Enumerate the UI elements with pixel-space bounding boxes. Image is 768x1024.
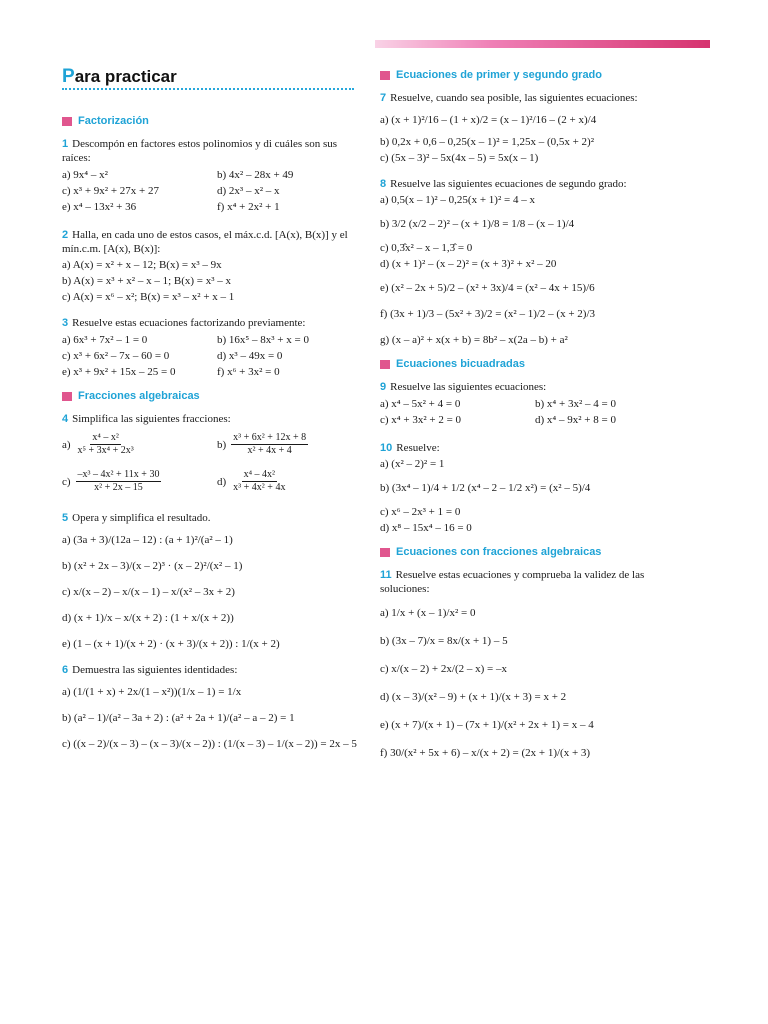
section-header-factorizacion: Factorización: [62, 114, 358, 128]
item-e: e) (1 – (x + 1)/(x + 2) · (x + 3)/(x + 2)) : 1/(x + 2): [62, 638, 280, 650]
item-d: d) $\frac{\text{x⁴ – 4x²}}{\text{x³ + 4x² + 4x}}$: [217, 469, 286, 493]
item-a: a) 1/x + (x – 1)/x² = 0: [380, 607, 476, 619]
fraction: $\frac{\text{–x³ – 4x² + 11x + 30}}{\text{x² + 2x – 15}}$: [77, 469, 160, 493]
fraction: $\frac{\text{x³ + 6x² + 12x + 8}}{\text{x² + 4x + 4}}$: [233, 432, 307, 456]
item-d: d) x⁸ – 15x⁴ – 16 = 0: [380, 522, 472, 534]
item-b: b) (a² – 1)/(a² – 3a + 2) : (a² + 2a + 1)/(a² – a – 2) = 1: [62, 712, 295, 724]
item-c: c) $\frac{\text{–x³ – 4x² + 11x + 30}}{\text{x² + 2x – 15}}$: [62, 469, 160, 493]
item-d: d) (x + 1)² – (x – 2)² = (x + 3)² + x² – 20: [380, 258, 557, 270]
section-header-bicuadradas: Ecuaciones bicuadradas: [380, 357, 680, 371]
item-a: a) (3a + 3)/(12a – 12) : (a + 1)²/(a² – 1): [62, 534, 233, 546]
fraction: $\frac{\text{x⁴ – x²}}{\text{x⁵ + 3x⁴ + 2x³}}$: [77, 432, 134, 456]
item-e: e) (x + 7)/(x + 1) – (7x + 1)/(x² + 2x + 1) = x – 4: [380, 719, 594, 731]
item-a: a) (1/(1 + x) + 2x/(1 – x²))(1/x – 1) = 1/x: [62, 686, 242, 698]
item-b: b) A(x) = x³ + x² – x – 1; B(x) = x³ – x: [62, 275, 232, 287]
item-c: c) x³ + 6x² – 7x – 60 = 0: [62, 350, 170, 362]
section-square-icon: [380, 71, 390, 80]
item-d: d) (x – 3)/(x² – 9) + (x + 1)/(x + 3) = x + 2: [380, 691, 567, 703]
item-c: c) x³ + 9x² + 27x + 27: [62, 185, 160, 197]
exercise-2: 2 Halla, en cada uno de estos casos, el máx.c.d. [A(x), B(x)] y el mín.c.m. [A(x), B(x)]: a) A(x) = x² + x – 12; B(x) = x³ – 9x b) A(x) = x³ + x² – x – 1; B(x) = x³ – x c) A(x) = x⁶ – x²; B(x) = x³ – x² + x – 1: [62, 228, 358, 304]
exercise-10: 10 Resuelve: a) (x² – 2)² = 1 b) (3x⁴ – 1)/4 + 1/2 (x⁴ – 2 – 1/2 x²) = (x² – 5)/4 c) x⁶ – 2x³ + 1 = 0 d) x⁸ – 15x⁴ – 16 = 0: [380, 441, 680, 535]
left-column: [62, 104, 358, 753]
section-square-icon: [62, 392, 72, 401]
exercise-11: 11 Resuelve estas ecuaciones y comprueba la validez de las soluciones: a) 1/x + (x – 1)/x² = 0 b) (3x – 7)/x = 8x/(x + 1) – 5 c) x/(x – 2) + 2x/(2 – x) = –x d) (x – 3)/(x² – 9) + (x + 1)/(x + 3) = x + 2 e) (x + 7)/(x + 1) – (7x + 1)/(x² + 2x + 1) = x – 4 f) 30/(x² + 5x + 6) – x/(x + 2) = (2x + 1)/(x + 3): [380, 568, 680, 760]
exercise-4: 4 Simplifica las siguientes fracciones: a) $\frac{\text{x⁴ – x²}}{\text{x⁵ + 3x⁴ + 2x³}}$ b) $\frac{\text{x³ + 6x² + 12x + 8}}{\text{x² + 4x + 4}}$ c) $\frac{\text{–x³ – 4x² + 11x + 30}}{\text{x² + 2x – 15}}$ d) $\frac{\text{x⁴ – 4x²}}{\text{x³ + 4x² + 4x}}$: [62, 412, 358, 497]
item-a: a) $\frac{\text{x⁴ – x²}}{\text{x⁵ + 3x⁴ + 2x³}}$: [62, 432, 134, 456]
item-a: a) A(x) = x² + x – 12; B(x) = x³ – 9x: [62, 259, 222, 271]
item-f: f) 30/(x² + 5x + 6) – x/(x + 2) = (2x + 1)/(x + 3): [380, 747, 591, 759]
item-e: e) x³ + 9x² + 15x – 25 = 0: [62, 366, 176, 378]
item-c: c) ((x – 2)/(x – 3) – (x – 3)/(x – 2)) : (1/(x – 3) – 1/(x – 2)) = 2x – 5: [62, 738, 357, 750]
item-a: a) 9x⁴ – x²: [62, 169, 108, 181]
item-c: c) x/(x – 2) – x/(x – 1) – x/(x² – 3x + 2): [62, 586, 235, 598]
item-b: b) $\frac{\text{x³ + 6x² + 12x + 8}}{\text{x² + 4x + 4}}$: [217, 432, 307, 456]
item-b: b) (x² + 2x – 3)/(x – 2)³ · (x – 2)²/(x² – 1): [62, 560, 243, 572]
item-a: a) x⁴ – 5x² + 4 = 0: [380, 398, 461, 410]
exercise-8: 8 Resuelve las siguientes ecuaciones de segundo grado: a) 0,5(x – 1)² – 0,25(x + 1)² = 4 – x b) 3/2 (x/2 – 2)² – (x + 1)/8 = 1/8 – (x – 1)/4 c) 0,3̂x² – x – 1,3̂ = 0 d) (x + 1)² – (x – 2)² = (x + 3)² + x² – 20 e) (x² – 2x + 5)/2 – (x² + 3x)/4 = (x² – 4x + 15)/6 f) (3x + 1)/3 – (5x² + 3)/2 = (x² – 1)/2 – (x + 2)/3 g) (x – a)² + x(x + b) = 8b² – x(2a – b) + a²: [380, 177, 680, 347]
item-c: c) 0,3̂x² – x – 1,3̂ = 0: [380, 242, 473, 254]
section-header-ecuaciones-grado: Ecuaciones de primer y segundo grado: [380, 68, 680, 82]
item-a: a) (x² – 2)² = 1: [380, 458, 445, 470]
section-square-icon: [62, 117, 72, 126]
exercise-7: 7 Resuelve, cuando sea posible, las siguientes ecuaciones: a) (x + 1)²/16 – (1 + x)/2 = (x – 1)²/16 – (2 + x)/4 b) 0,2x + 0,6 – 0,25(x – 1)² = 1,25x – (0,5x + 2)² c) (5x – 3)² – 5x(4x – 5) = 5x(x – 1): [380, 91, 680, 165]
section-header-fracciones: Fracciones algebraicas: [62, 389, 358, 403]
item-b: b) 3/2 (x/2 – 2)² – (x + 1)/8 = 1/8 – (x – 1)/4: [380, 218, 575, 230]
item-f: f) (3x + 1)/3 – (5x² + 3)/2 = (x² – 1)/2 – (x + 2)/3: [380, 308, 596, 320]
item-b: b) (3x – 7)/x = 8x/(x + 1) – 5: [380, 635, 508, 647]
exercise-5: 5 Opera y simplifica el resultado. a) (3a + 3)/(12a – 12) : (a + 1)²/(a² – 1) b) (x² + 2x – 3)/(x – 2)³ · (x – 2)²/(x² – 1) c) x/(x – 2) – x/(x – 1) – x/(x² – 3x + 2) d) (x + 1)/x – x/(x + 2) : (1 + x/(x + 2)) e) (1 – (x + 1)/(x + 2) · (x + 3)/(x + 2)) : 1/(x + 2): [62, 511, 358, 651]
item-a: a) 6x³ + 7x² – 1 = 0: [62, 334, 148, 346]
section-square-icon: [380, 360, 390, 369]
item-c: c) x/(x – 2) + 2x/(2 – x) = –x: [380, 663, 507, 675]
item-d: d) x³ – 49x = 0: [217, 350, 283, 362]
exercise-6: 6 Demuestra las siguientes identidades: a) (1/(1 + x) + 2x/(1 – x²))(1/x – 1) = 1/x b) (a² – 1)/(a² – 3a + 2) : (a² + 2a + 1)/(a² – a – 2) = 1 c) ((x – 2)/(x – 3) – (x – 3)/(x – 2)) : (1/(x – 3) – 1/(x – 2)) = 2x – 5: [62, 664, 357, 750]
item-b: b) 16x⁵ – 8x³ + x = 0: [217, 334, 309, 346]
item-f: f) x⁴ + 2x² + 1: [217, 201, 280, 213]
exercise-1: 1 Descompón en factores estos polinomios y di cuáles son sus raíces: a) 9x⁴ – x² b) 4x² – 28x + 49 c) x³ + 9x² + 27x + 27 d) 2x³ – x² – x e) x⁴ – 13x² + 36 f) x⁴ + 2x² + 1: [62, 137, 358, 214]
item-b: b) x⁴ + 3x² – 4 = 0: [535, 398, 616, 410]
section-square-icon: [380, 548, 390, 557]
item-g: g) (x – a)² + x(x + b) = 8b² – x(2a – b) + a²: [380, 334, 568, 346]
section-header-fracciones-algebraicas: Ecuaciones con fracciones algebraicas: [380, 545, 680, 559]
item-c: c) x⁴ + 3x² + 2 = 0: [380, 414, 462, 426]
item-b: b) 0,2x + 0,6 – 0,25(x – 1)² = 1,25x – (0,5x + 2)²: [380, 136, 595, 148]
item-b: b) (3x⁴ – 1)/4 + 1/2 (x⁴ – 2 – 1/2 x²) = (x² – 5)/4: [380, 482, 591, 494]
exercise-9: 9 Resuelve las siguientes ecuaciones: a) x⁴ – 5x² + 4 = 0 b) x⁴ + 3x² – 4 = 0 c) x⁴ + 3x² + 2 = 0 d) x⁴ – 9x² + 8 = 0: [380, 380, 680, 427]
item-b: b) 4x² – 28x + 49: [217, 169, 294, 181]
item-e: e) x⁴ – 13x² + 36: [62, 201, 137, 213]
item-a: a) (x + 1)²/16 – (1 + x)/2 = (x – 1)²/16 – (2 + x)/4: [380, 114, 597, 126]
item-c: c) x⁶ – 2x³ + 1 = 0: [380, 506, 461, 518]
page-title: Para practicar: [62, 66, 177, 87]
item-c: c) A(x) = x⁶ – x²; B(x) = x³ – x² + x – 1: [62, 291, 235, 303]
item-d: d) 2x³ – x² – x: [217, 185, 280, 197]
top-accent-bar: [375, 40, 710, 48]
item-a: a) 0,5(x – 1)² – 0,25(x + 1)² = 4 – x: [380, 194, 535, 206]
item-f: f) x⁶ + 3x² = 0: [217, 366, 280, 378]
right-column: [380, 68, 680, 762]
exercise-3: 3 Resuelve estas ecuaciones factorizando previamente: a) 6x³ + 7x² – 1 = 0 b) 16x⁵ – 8x³ + x = 0 c) x³ + 6x² – 7x – 60 = 0 d) x³ – 49x = 0 e) x³ + 9x² + 15x – 25 = 0 f) x⁶ + 3x² = 0: [62, 316, 358, 379]
item-d: d) x⁴ – 9x² + 8 = 0: [535, 414, 616, 426]
item-e: e) (x² – 2x + 5)/2 – (x² + 3x)/4 = (x² – 4x + 15)/6: [380, 282, 595, 294]
title-dotted-rule: [62, 88, 354, 90]
fraction: $\frac{\text{x⁴ – 4x²}}{\text{x³ + 4x² + 4x}}$: [233, 469, 286, 493]
item-c: c) (5x – 3)² – 5x(4x – 5) = 5x(x – 1): [380, 152, 539, 164]
item-d: d) (x + 1)/x – x/(x + 2) : (1 + x/(x + 2)): [62, 612, 234, 624]
